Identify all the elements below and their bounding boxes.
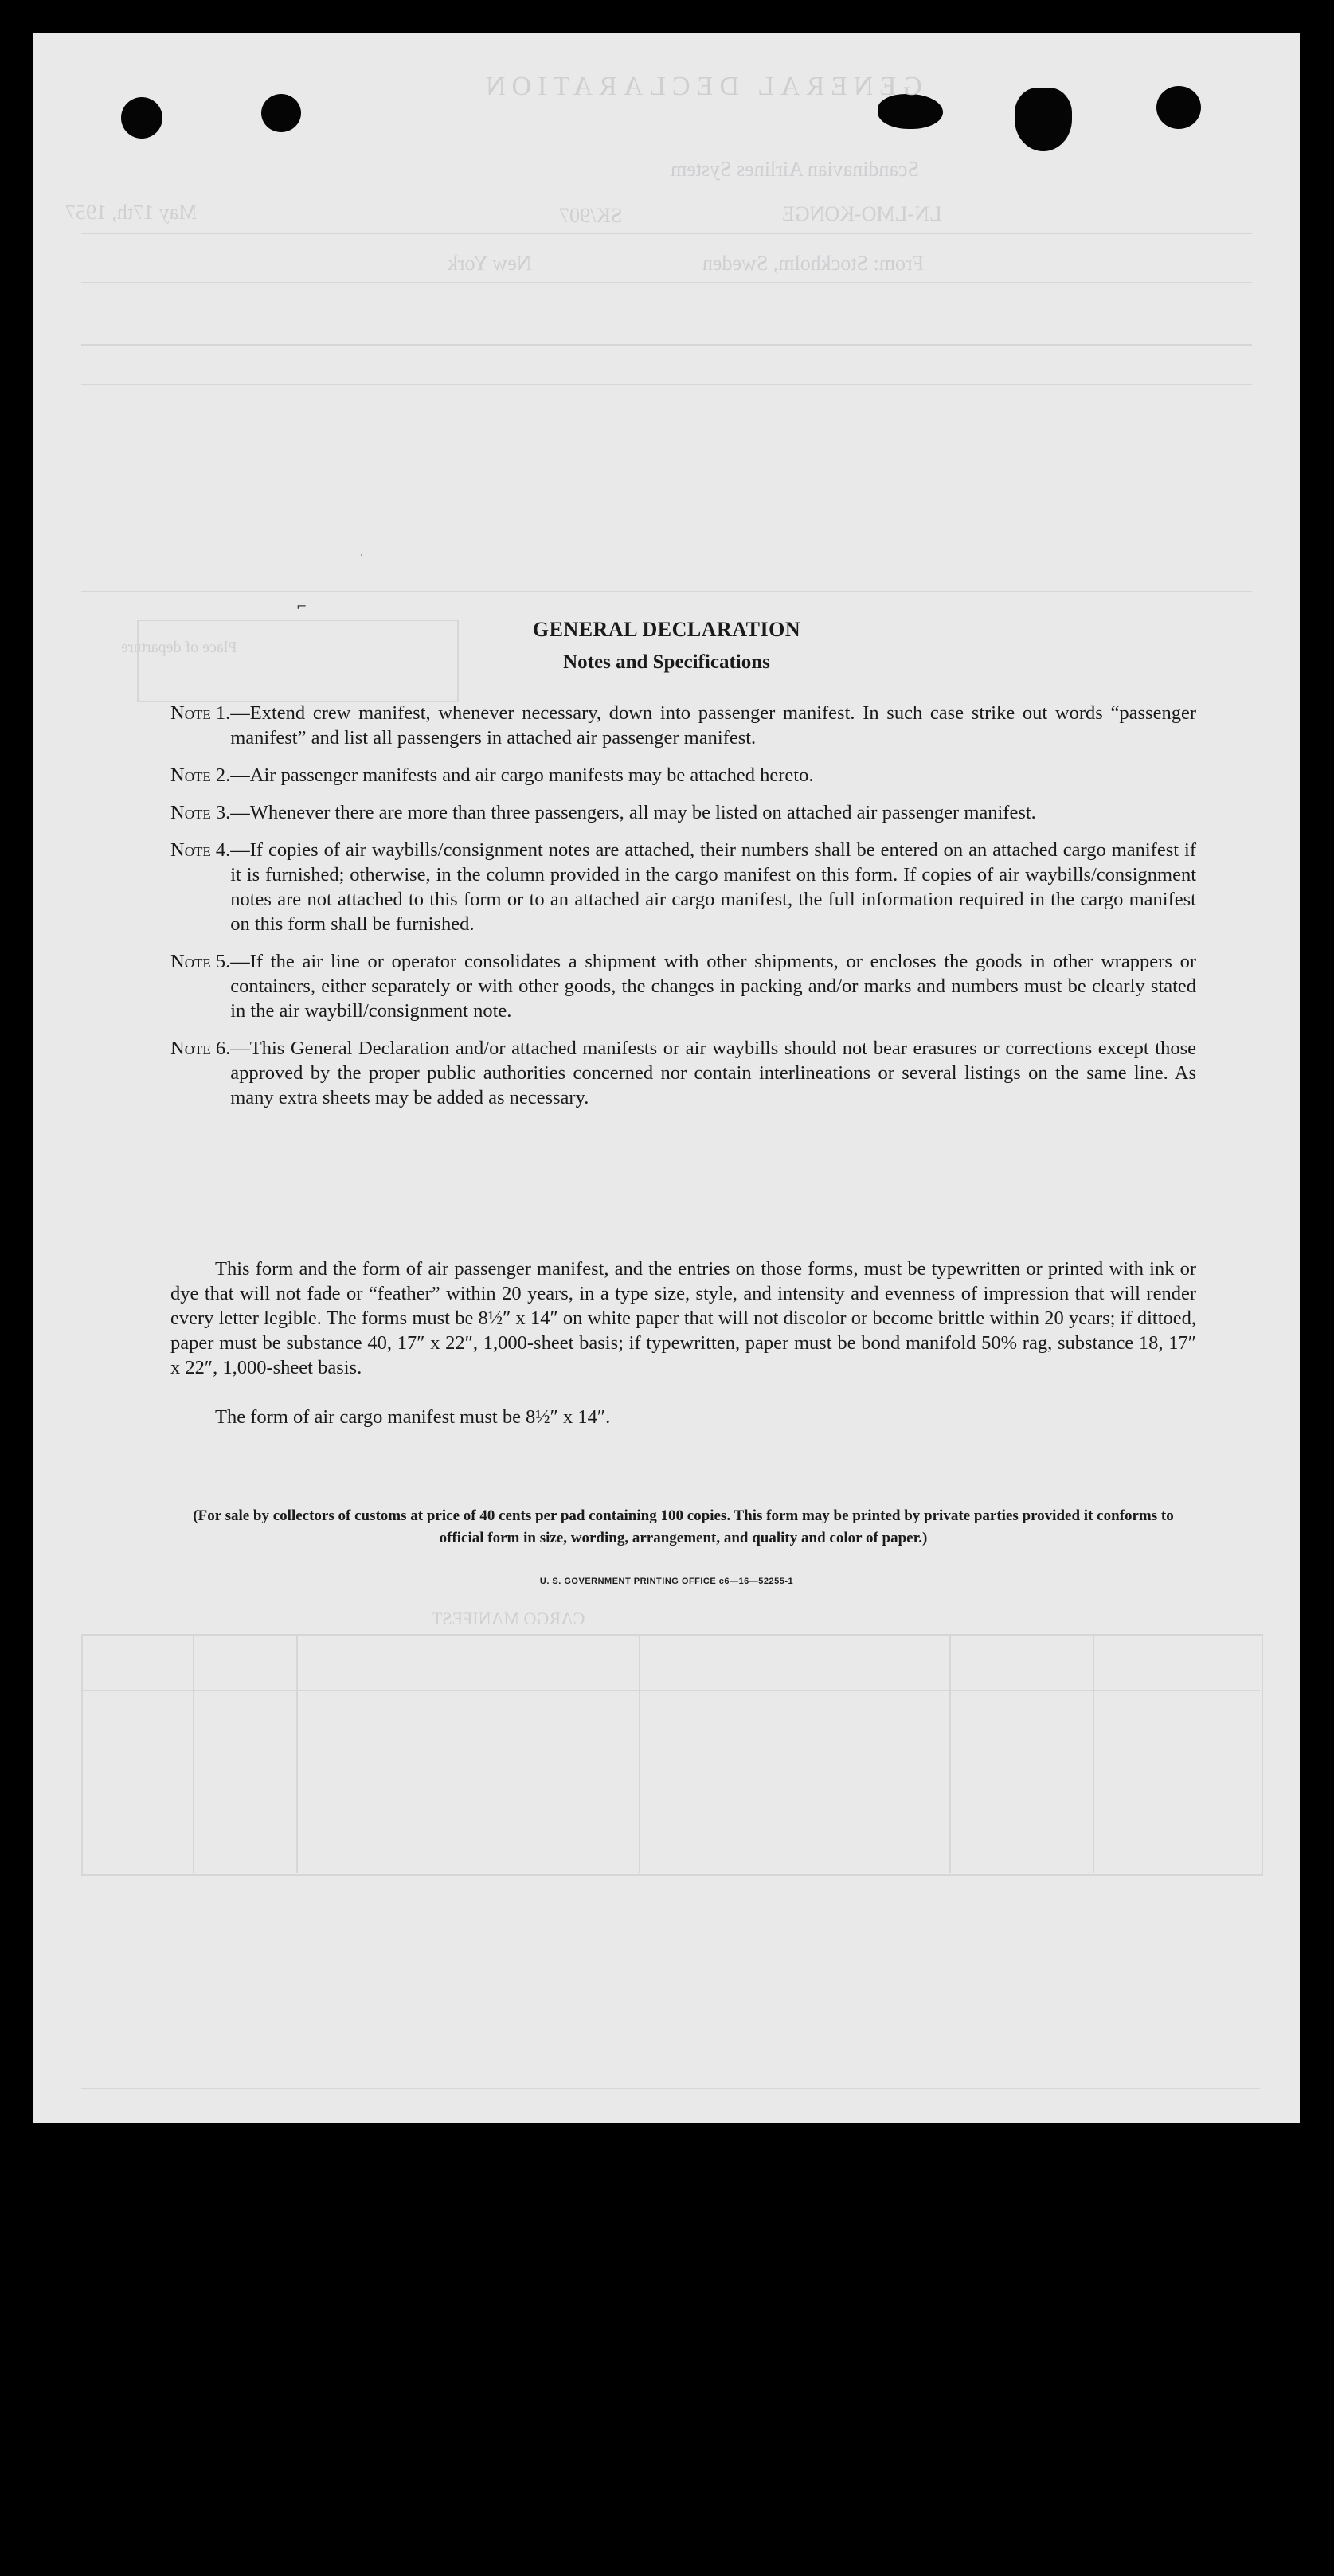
punch-hole: [261, 94, 301, 132]
punch-hole: [1156, 86, 1201, 129]
bleed-cargo-manifest: CARGO MANIFEST: [432, 1609, 585, 1628]
bleed-operator: Scandinavian Airlines System: [671, 158, 919, 181]
pencil-mark: ⌐: [296, 599, 307, 614]
page-subtitle: Notes and Specifications: [563, 651, 770, 673]
punch-hole: [121, 97, 162, 139]
printing-office-line: U. S. GOVERNMENT PRINTING OFFICE c6—16—52255-1: [539, 1577, 794, 1586]
note-item: [170, 763, 1196, 788]
note-item: [170, 701, 1196, 750]
note-text: —Extend crew manifest, whenever necessary, down into passenger manifest. In such case strike out words “passenger manifest” and list all passengers in attached air passenger manifest.: [230, 702, 1196, 749]
bleed-header: GENERAL DECLARATION: [479, 72, 922, 101]
note-label: Note 6.: [170, 1038, 231, 1059]
bleed-rule: [81, 384, 1252, 385]
bleed-rule: [193, 1634, 194, 1873]
bleed-rule: [81, 2088, 1260, 2089]
note-label: Note 3.: [170, 802, 231, 823]
note-label: Note 5.: [170, 951, 231, 972]
note-text: —Whenever there are more than three passengers, all may be listed on attached air passenger manifest.: [230, 802, 1036, 823]
cargo-form-size: The form of air cargo manifest must be 8½″ x 14″.: [215, 1406, 611, 1428]
bleed-rule: [949, 1634, 951, 1873]
bleed-rule: [1093, 1634, 1094, 1873]
bleed-to: New York: [448, 252, 532, 275]
form-requirements-paragraph: This form and the form of air passenger manifest, and the entries on those forms, must be typewritten or printed with ink or dye that will not fade or “feather” within 20 years, in a type size, style, and intensity and evenness of impression that will render every letter legible. The forms must be 8½″ x 14″ on white paper that will not discolor or become brittle within 20 years; if dittoed, paper must be substance 40, 17″ x 22″, 1,000-sheet basis; if typewritten, paper must be bond manifold 50% rag, substance 18, 17″ x 22″, 1,000-sheet basis.: [170, 1258, 1196, 1378]
bleed-place-departure: Place of departure: [121, 639, 237, 656]
note-text: —If copies of air waybills/consignment notes are attached, their numbers shall be entered on an attached cargo manifest if it is furnished; otherwise, in the column provided in the cargo manifest on this form. If copies of air waybills/consignment notes are not attached to this form or to an attached air cargo manifest, the full information required in the cargo manifest on this form shall be furnished.: [230, 839, 1196, 935]
sale-notice: (For sale by collectors of customs at price of 40 cents per pad containing 100 copies. This form may be printed by private parties provided it conforms to official form in size, wording, arrangement, and quality and color of paper.): [193, 1507, 1174, 1546]
document-page: [33, 33, 1300, 2123]
note-label: Note 4.: [170, 839, 231, 861]
punch-hole: [1015, 88, 1072, 151]
note-label: Note 1.: [170, 702, 231, 724]
bleed-route: From: Stockholm, Sweden: [702, 252, 925, 275]
bleed-date: May 17th, 1957: [65, 201, 198, 224]
bleed-rule: [81, 282, 1252, 283]
page-title: GENERAL DECLARATION: [532, 618, 801, 641]
note-text: —Air passenger manifests and air cargo manifests may be attached hereto.: [230, 764, 814, 786]
bleed-rule: [81, 1690, 1260, 1691]
bleed-aircraft: LN-LMO-KONGE: [782, 202, 942, 225]
bleed-rule: [81, 591, 1252, 592]
bleed-rule: [81, 233, 1252, 234]
bleed-flight: SK/907: [559, 204, 623, 227]
bleed-rule: [81, 344, 1252, 346]
note-label: Note 2.: [170, 764, 231, 786]
bleed-rule: [296, 1634, 298, 1873]
note-text: —If the air line or operator consolidates a shipment with other shipments, or encloses the goods in other wrappers or containers, either separately or with other goods, the changes in packing and/or marks and numbers must be clearly stated in the air waybill/consignment note.: [230, 951, 1196, 1022]
note-text: —This General Declaration and/or attached manifests or air waybills should not bear erasures or corrections except those approved by the proper public authorities concerned nor contain interlineations or several listings on the same line. As many extra sheets may be added as necessary.: [230, 1038, 1196, 1108]
note-item: [170, 949, 1196, 1023]
note-item: [170, 838, 1196, 936]
pencil-mark: ·: [360, 549, 364, 562]
bleed-cargo-table: [81, 1634, 1263, 1876]
notes-list: [170, 701, 1196, 1123]
bleed-rule: [639, 1634, 640, 1873]
note-item: [170, 800, 1196, 825]
note-item: [170, 1036, 1196, 1110]
